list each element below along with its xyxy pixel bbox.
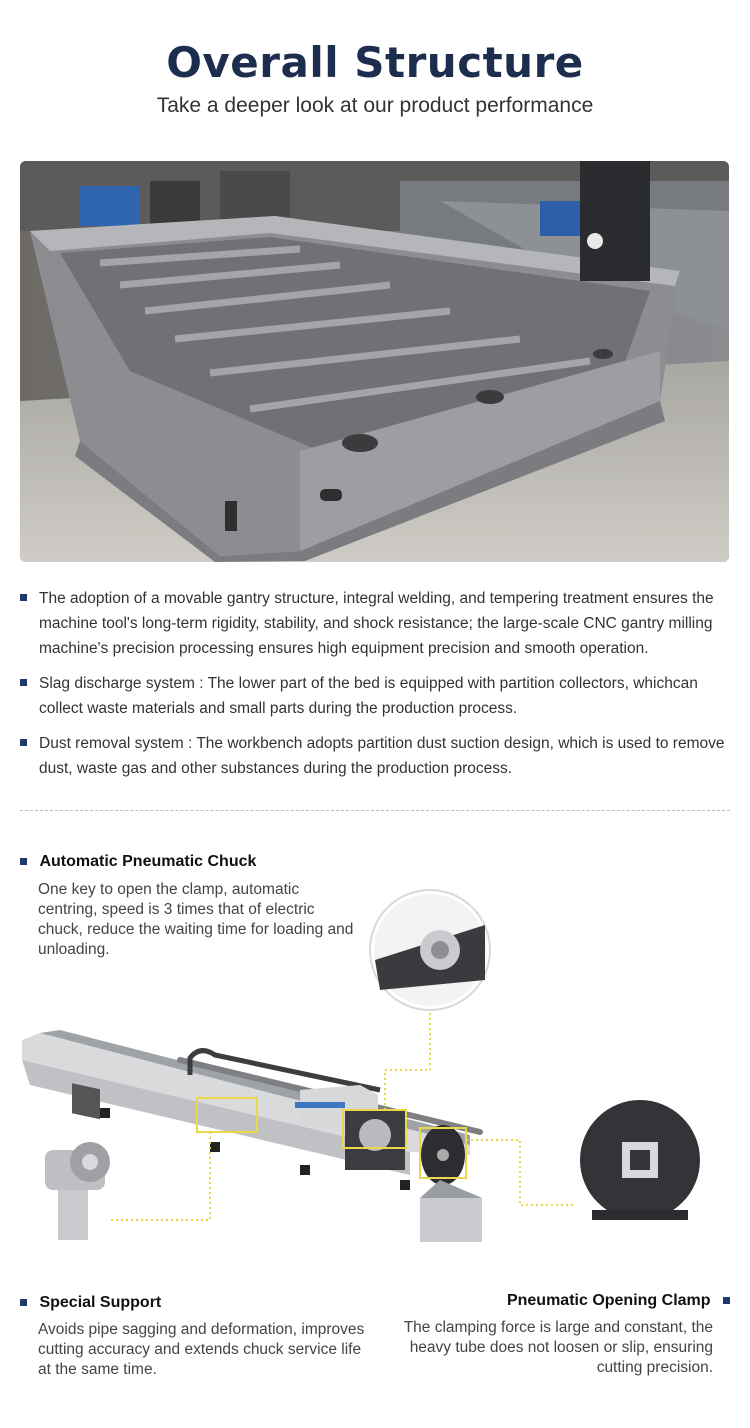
list-item [20, 731, 732, 781]
special-support-icon [45, 1142, 110, 1240]
bullet-text: Slag discharge system : The lower part of the bed is equipped with partition collectors, whichcan collect waste materials and small parts during the production process. [39, 675, 698, 717]
list-item [20, 671, 732, 721]
page-subtitle: Take a deeper look at our product performance [156, 94, 594, 117]
tube-cutter-diagram [0, 880, 750, 1280]
bullet-square-icon [20, 594, 27, 601]
bullet-text: The adoption of a movable gantry structure, integral welding, and tempering treatment ensures the machine tool's long-term rigidity, stability, and shock resistance; the large-scale CNC gantry milling machine's precision processing ensures high equipment precision and smooth operation. [39, 590, 714, 657]
chuck-title-text: Automatic Pneumatic Chuck [39, 853, 257, 870]
bullet-text: Dust removal system : The workbench adopts partition dust suction design, which is used to remove dust, waste gas and other substances during the production process. [39, 735, 725, 777]
bullet-square-icon [20, 1299, 27, 1306]
page-title: Overall Structure [166, 38, 584, 87]
bullet-square-icon [20, 858, 27, 865]
chuck-closeup-icon [370, 890, 490, 1010]
bullet-square-icon [20, 739, 27, 746]
support-title-text: Special Support [39, 1294, 162, 1311]
support-feature-title [20, 1294, 161, 1312]
chuck-feature-description: One key to open the clamp, automatic centring, speed is 3 times that of electric chuck, reduce the waiting time for loading and unloading. [38, 881, 354, 958]
feature-bullet-list [20, 586, 732, 791]
machine-bed-photo [20, 161, 729, 562]
clamp-feature-title [507, 1292, 730, 1310]
list-item [20, 586, 732, 661]
support-feature-description: Avoids pipe sagging and deformation, improves cutting accuracy and extends chuck service life at the same time. [38, 1321, 365, 1378]
pneumatic-clamp-icon [580, 1100, 700, 1220]
chuck-feature-title [20, 853, 256, 871]
section-divider [20, 810, 730, 811]
bullet-square-icon [20, 679, 27, 686]
bullet-square-icon [723, 1297, 730, 1304]
clamp-feature-description: The clamping force is large and constant, the heavy tube does not loosen or slip, ensuring cutting precision. [403, 1319, 713, 1376]
clamp-title-text: Pneumatic Opening Clamp [506, 1292, 711, 1309]
